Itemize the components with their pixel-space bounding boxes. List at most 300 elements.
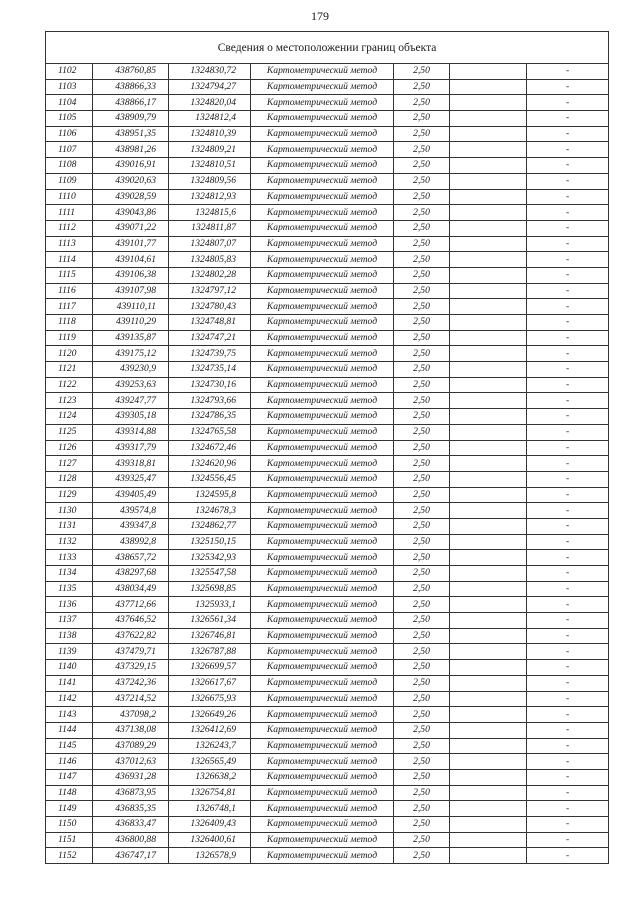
point-number-cell: 1128 (46, 471, 93, 487)
accuracy-cell: 2,50 (394, 267, 450, 283)
method-cell: Картометрический метод (251, 832, 394, 848)
accuracy-cell: 2,50 (394, 471, 450, 487)
method-cell: Картометрический метод (251, 597, 394, 613)
y-coordinate-cell: 1324815,6 (169, 205, 251, 221)
table-row (46, 550, 609, 566)
point-number-cell: 1150 (46, 817, 93, 833)
empty-cell (450, 362, 527, 378)
method-cell: Картометрический метод (251, 440, 394, 456)
point-number-cell: 1142 (46, 691, 93, 707)
point-number-cell: 1107 (46, 142, 93, 158)
empty-cell (450, 126, 527, 142)
table-row (46, 503, 609, 519)
description-cell: - (527, 534, 609, 550)
point-number-cell: 1132 (46, 534, 93, 550)
point-number-cell: 1106 (46, 126, 93, 142)
y-coordinate-cell: 1324809,56 (169, 173, 251, 189)
description-cell: - (527, 769, 609, 785)
empty-cell (450, 644, 527, 660)
table-row (46, 785, 609, 801)
accuracy-cell: 2,50 (394, 675, 450, 691)
accuracy-cell: 2,50 (394, 424, 450, 440)
description-cell: - (527, 801, 609, 817)
x-coordinate-cell: 439325,47 (93, 471, 169, 487)
table-row (46, 173, 609, 189)
description-cell: - (527, 581, 609, 597)
x-coordinate-cell: 439314,88 (93, 424, 169, 440)
point-number-cell: 1115 (46, 267, 93, 283)
accuracy-cell: 2,50 (394, 628, 450, 644)
x-coordinate-cell: 439020,63 (93, 173, 169, 189)
description-cell: - (527, 848, 609, 864)
table-row (46, 95, 609, 111)
description-cell: - (527, 550, 609, 566)
y-coordinate-cell: 1326561,34 (169, 613, 251, 629)
table-row (46, 597, 609, 613)
x-coordinate-cell: 437622,82 (93, 628, 169, 644)
y-coordinate-cell: 1326400,61 (169, 832, 251, 848)
y-coordinate-cell: 1324830,72 (169, 64, 251, 80)
point-number-cell: 1130 (46, 503, 93, 519)
accuracy-cell: 2,50 (394, 299, 450, 315)
point-number-cell: 1144 (46, 722, 93, 738)
accuracy-cell: 2,50 (394, 377, 450, 393)
method-cell: Картометрический метод (251, 220, 394, 236)
point-number-cell: 1151 (46, 832, 93, 848)
method-cell: Картометрический метод (251, 675, 394, 691)
point-number-cell: 1104 (46, 95, 93, 111)
table-row (46, 283, 609, 299)
empty-cell (450, 267, 527, 283)
accuracy-cell: 2,50 (394, 801, 450, 817)
x-coordinate-cell: 438981,26 (93, 142, 169, 158)
description-cell: - (527, 832, 609, 848)
x-coordinate-cell: 437242,36 (93, 675, 169, 691)
empty-cell (450, 817, 527, 833)
point-number-cell: 1120 (46, 346, 93, 362)
description-cell: - (527, 346, 609, 362)
x-coordinate-cell: 439028,59 (93, 189, 169, 205)
x-coordinate-cell: 439574,8 (93, 503, 169, 519)
table-row (46, 456, 609, 472)
y-coordinate-cell: 1326699,57 (169, 660, 251, 676)
method-cell: Картометрический метод (251, 581, 394, 597)
point-number-cell: 1111 (46, 205, 93, 221)
table-row (46, 801, 609, 817)
method-cell: Картометрический метод (251, 707, 394, 723)
description-cell: - (527, 205, 609, 221)
description-cell: - (527, 487, 609, 503)
table-row (46, 205, 609, 221)
x-coordinate-cell: 439247,77 (93, 393, 169, 409)
empty-cell (450, 236, 527, 252)
accuracy-cell: 2,50 (394, 769, 450, 785)
x-coordinate-cell: 437012,63 (93, 754, 169, 770)
accuracy-cell: 2,50 (394, 613, 450, 629)
empty-cell (450, 691, 527, 707)
x-coordinate-cell: 437329,15 (93, 660, 169, 676)
empty-cell (450, 456, 527, 472)
table-row (46, 644, 609, 660)
method-cell: Картометрический метод (251, 613, 394, 629)
point-number-cell: 1102 (46, 64, 93, 80)
table-row (46, 754, 609, 770)
accuracy-cell: 2,50 (394, 754, 450, 770)
table-row (46, 722, 609, 738)
table-row (46, 377, 609, 393)
method-cell: Картометрический метод (251, 362, 394, 378)
description-cell: - (527, 707, 609, 723)
point-number-cell: 1126 (46, 440, 93, 456)
table-row (46, 315, 609, 331)
table-row (46, 566, 609, 582)
y-coordinate-cell: 1326565,49 (169, 754, 251, 770)
point-number-cell: 1105 (46, 111, 93, 127)
y-coordinate-cell: 1326787,88 (169, 644, 251, 660)
x-coordinate-cell: 437214,52 (93, 691, 169, 707)
x-coordinate-cell: 436833,47 (93, 817, 169, 833)
accuracy-cell: 2,50 (394, 644, 450, 660)
y-coordinate-cell: 1324810,39 (169, 126, 251, 142)
table-row (46, 424, 609, 440)
method-cell: Картометрический метод (251, 409, 394, 425)
empty-cell (450, 471, 527, 487)
method-cell: Картометрический метод (251, 754, 394, 770)
accuracy-cell: 2,50 (394, 252, 450, 268)
x-coordinate-cell: 439107,98 (93, 283, 169, 299)
description-cell: - (527, 362, 609, 378)
empty-cell (450, 79, 527, 95)
description-cell: - (527, 628, 609, 644)
method-cell: Картометрический метод (251, 534, 394, 550)
y-coordinate-cell: 1324620,96 (169, 456, 251, 472)
point-number-cell: 1146 (46, 754, 93, 770)
method-cell: Картометрический метод (251, 722, 394, 738)
table-row (46, 769, 609, 785)
table-row (46, 189, 609, 205)
empty-cell (450, 566, 527, 582)
y-coordinate-cell: 1324748,81 (169, 315, 251, 331)
method-cell: Картометрический метод (251, 64, 394, 80)
description-cell: - (527, 613, 609, 629)
x-coordinate-cell: 438992,8 (93, 534, 169, 550)
description-cell: - (527, 220, 609, 236)
accuracy-cell: 2,50 (394, 158, 450, 174)
description-cell: - (527, 660, 609, 676)
description-cell: - (527, 597, 609, 613)
method-cell: Картометрический метод (251, 252, 394, 268)
method-cell: Картометрический метод (251, 566, 394, 582)
table-header-row (46, 32, 609, 64)
accuracy-cell: 2,50 (394, 581, 450, 597)
x-coordinate-cell: 438760,85 (93, 64, 169, 80)
accuracy-cell: 2,50 (394, 173, 450, 189)
y-coordinate-cell: 1324786,35 (169, 409, 251, 425)
description-cell: - (527, 330, 609, 346)
y-coordinate-cell: 1326675,93 (169, 691, 251, 707)
point-number-cell: 1108 (46, 158, 93, 174)
empty-cell (450, 315, 527, 331)
method-cell: Картометрический метод (251, 503, 394, 519)
y-coordinate-cell: 1324807,07 (169, 236, 251, 252)
method-cell: Картометрический метод (251, 346, 394, 362)
y-coordinate-cell: 1324805,83 (169, 252, 251, 268)
x-coordinate-cell: 439305,18 (93, 409, 169, 425)
accuracy-cell: 2,50 (394, 393, 450, 409)
empty-cell (450, 283, 527, 299)
method-cell: Картометрический метод (251, 111, 394, 127)
point-number-cell: 1145 (46, 738, 93, 754)
y-coordinate-cell: 1324765,58 (169, 424, 251, 440)
y-coordinate-cell: 1326649,26 (169, 707, 251, 723)
y-coordinate-cell: 1324735,14 (169, 362, 251, 378)
accuracy-cell: 2,50 (394, 550, 450, 566)
empty-cell (450, 377, 527, 393)
empty-cell (450, 252, 527, 268)
x-coordinate-cell: 437089,29 (93, 738, 169, 754)
table-row (46, 142, 609, 158)
empty-cell (450, 487, 527, 503)
y-coordinate-cell: 1326578,9 (169, 848, 251, 864)
point-number-cell: 1116 (46, 283, 93, 299)
x-coordinate-cell: 438866,17 (93, 95, 169, 111)
description-cell: - (527, 158, 609, 174)
empty-cell (450, 550, 527, 566)
description-cell: - (527, 440, 609, 456)
description-cell: - (527, 267, 609, 283)
x-coordinate-cell: 438951,35 (93, 126, 169, 142)
empty-cell (450, 801, 527, 817)
table-row (46, 707, 609, 723)
description-cell: - (527, 471, 609, 487)
x-coordinate-cell: 439043,86 (93, 205, 169, 221)
accuracy-cell: 2,50 (394, 409, 450, 425)
table-row (46, 534, 609, 550)
accuracy-cell: 2,50 (394, 189, 450, 205)
table-body (46, 64, 609, 864)
accuracy-cell: 2,50 (394, 566, 450, 582)
x-coordinate-cell: 437479,71 (93, 644, 169, 660)
x-coordinate-cell: 438866,33 (93, 79, 169, 95)
x-coordinate-cell: 439101,77 (93, 236, 169, 252)
method-cell: Картометрический метод (251, 267, 394, 283)
empty-cell (450, 205, 527, 221)
point-number-cell: 1149 (46, 801, 93, 817)
table-row (46, 440, 609, 456)
accuracy-cell: 2,50 (394, 518, 450, 534)
description-cell: - (527, 675, 609, 691)
table-row (46, 471, 609, 487)
x-coordinate-cell: 436835,35 (93, 801, 169, 817)
x-coordinate-cell: 439071,22 (93, 220, 169, 236)
method-cell: Картометрический метод (251, 769, 394, 785)
description-cell: - (527, 722, 609, 738)
empty-cell (450, 189, 527, 205)
y-coordinate-cell: 1325150,15 (169, 534, 251, 550)
method-cell: Картометрический метод (251, 330, 394, 346)
description-cell: - (527, 393, 609, 409)
empty-cell (450, 220, 527, 236)
table-row (46, 252, 609, 268)
accuracy-cell: 2,50 (394, 440, 450, 456)
point-number-cell: 1110 (46, 189, 93, 205)
table-row (46, 64, 609, 80)
point-number-cell: 1139 (46, 644, 93, 660)
description-cell: - (527, 377, 609, 393)
point-number-cell: 1127 (46, 456, 93, 472)
empty-cell (450, 628, 527, 644)
point-number-cell: 1103 (46, 79, 93, 95)
method-cell: Картометрический метод (251, 471, 394, 487)
table-row (46, 158, 609, 174)
accuracy-cell: 2,50 (394, 738, 450, 754)
y-coordinate-cell: 1324862,77 (169, 518, 251, 534)
method-cell: Картометрический метод (251, 299, 394, 315)
y-coordinate-cell: 1324794,27 (169, 79, 251, 95)
point-number-cell: 1118 (46, 315, 93, 331)
method-cell: Картометрический метод (251, 817, 394, 833)
x-coordinate-cell: 436747,17 (93, 848, 169, 864)
description-cell: - (527, 252, 609, 268)
method-cell: Картометрический метод (251, 660, 394, 676)
empty-cell (450, 597, 527, 613)
table-row (46, 581, 609, 597)
y-coordinate-cell: 1324809,21 (169, 142, 251, 158)
point-number-cell: 1131 (46, 518, 93, 534)
method-cell: Картометрический метод (251, 801, 394, 817)
x-coordinate-cell: 437712,66 (93, 597, 169, 613)
accuracy-cell: 2,50 (394, 660, 450, 676)
empty-cell (450, 424, 527, 440)
accuracy-cell: 2,50 (394, 597, 450, 613)
accuracy-cell: 2,50 (394, 79, 450, 95)
table-row (46, 628, 609, 644)
method-cell: Картометрический метод (251, 315, 394, 331)
method-cell: Картометрический метод (251, 644, 394, 660)
table-row (46, 111, 609, 127)
description-cell: - (527, 173, 609, 189)
accuracy-cell: 2,50 (394, 456, 450, 472)
accuracy-cell: 2,50 (394, 817, 450, 833)
method-cell: Картометрический метод (251, 79, 394, 95)
y-coordinate-cell: 1324812,4 (169, 111, 251, 127)
x-coordinate-cell: 439317,79 (93, 440, 169, 456)
accuracy-cell: 2,50 (394, 346, 450, 362)
method-cell: Картометрический метод (251, 691, 394, 707)
accuracy-cell: 2,50 (394, 691, 450, 707)
empty-cell (450, 95, 527, 111)
point-number-cell: 1109 (46, 173, 93, 189)
y-coordinate-cell: 1324730,16 (169, 377, 251, 393)
point-number-cell: 1135 (46, 581, 93, 597)
x-coordinate-cell: 436873,95 (93, 785, 169, 801)
x-coordinate-cell: 439110,29 (93, 315, 169, 331)
description-cell: - (527, 236, 609, 252)
y-coordinate-cell: 1324780,43 (169, 299, 251, 315)
description-cell: - (527, 126, 609, 142)
empty-cell (450, 754, 527, 770)
y-coordinate-cell: 1324811,87 (169, 220, 251, 236)
point-number-cell: 1138 (46, 628, 93, 644)
table-row (46, 267, 609, 283)
table-row (46, 346, 609, 362)
table-row (46, 362, 609, 378)
y-coordinate-cell: 1324672,46 (169, 440, 251, 456)
point-number-cell: 1134 (46, 566, 93, 582)
description-cell: - (527, 503, 609, 519)
table-row (46, 691, 609, 707)
point-number-cell: 1123 (46, 393, 93, 409)
description-cell: - (527, 817, 609, 833)
point-number-cell: 1114 (46, 252, 93, 268)
table-row (46, 613, 609, 629)
table-row (46, 518, 609, 534)
method-cell: Картометрический метод (251, 158, 394, 174)
accuracy-cell: 2,50 (394, 126, 450, 142)
method-cell: Картометрический метод (251, 189, 394, 205)
y-coordinate-cell: 1324793,66 (169, 393, 251, 409)
empty-cell (450, 534, 527, 550)
x-coordinate-cell: 436931,28 (93, 769, 169, 785)
y-coordinate-cell: 1326617,67 (169, 675, 251, 691)
empty-cell (450, 64, 527, 80)
y-coordinate-cell: 1324802,28 (169, 267, 251, 283)
accuracy-cell: 2,50 (394, 142, 450, 158)
accuracy-cell: 2,50 (394, 236, 450, 252)
description-cell: - (527, 189, 609, 205)
description-cell: - (527, 64, 609, 80)
empty-cell (450, 832, 527, 848)
description-cell: - (527, 409, 609, 425)
description-cell: - (527, 644, 609, 660)
x-coordinate-cell: 437098,2 (93, 707, 169, 723)
accuracy-cell: 2,50 (394, 330, 450, 346)
accuracy-cell: 2,50 (394, 64, 450, 80)
description-cell: - (527, 111, 609, 127)
empty-cell (450, 330, 527, 346)
accuracy-cell: 2,50 (394, 205, 450, 221)
accuracy-cell: 2,50 (394, 111, 450, 127)
point-number-cell: 1141 (46, 675, 93, 691)
method-cell: Картометрический метод (251, 424, 394, 440)
empty-cell (450, 675, 527, 691)
table-row (46, 409, 609, 425)
accuracy-cell: 2,50 (394, 503, 450, 519)
y-coordinate-cell: 1326638,2 (169, 769, 251, 785)
y-coordinate-cell: 1326746,81 (169, 628, 251, 644)
x-coordinate-cell: 438657,72 (93, 550, 169, 566)
description-cell: - (527, 566, 609, 582)
accuracy-cell: 2,50 (394, 487, 450, 503)
boundary-coordinates-table (45, 31, 609, 864)
x-coordinate-cell: 439230,9 (93, 362, 169, 378)
accuracy-cell: 2,50 (394, 95, 450, 111)
x-coordinate-cell: 439318,81 (93, 456, 169, 472)
x-coordinate-cell: 437646,52 (93, 613, 169, 629)
method-cell: Картометрический метод (251, 393, 394, 409)
x-coordinate-cell: 436800,88 (93, 832, 169, 848)
empty-cell (450, 142, 527, 158)
point-number-cell: 1122 (46, 377, 93, 393)
table-row (46, 330, 609, 346)
table-row (46, 299, 609, 315)
empty-cell (450, 503, 527, 519)
accuracy-cell: 2,50 (394, 362, 450, 378)
point-number-cell: 1112 (46, 220, 93, 236)
table-row (46, 487, 609, 503)
description-cell: - (527, 79, 609, 95)
y-coordinate-cell: 1324595,8 (169, 487, 251, 503)
